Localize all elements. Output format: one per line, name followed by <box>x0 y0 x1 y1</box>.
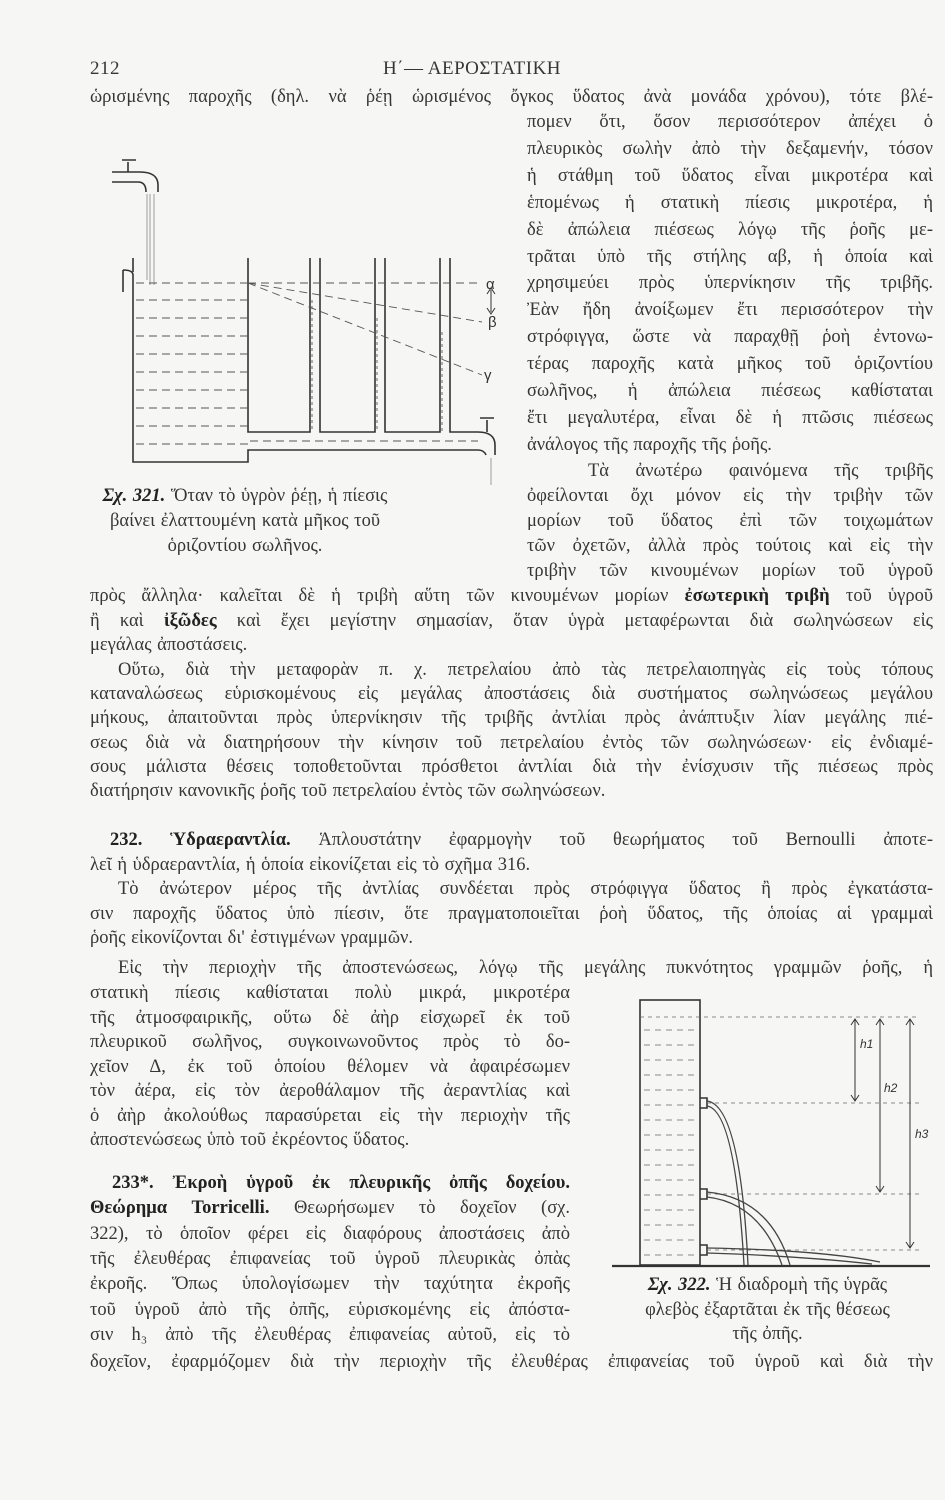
bold-term: Σχ. 321. <box>102 486 166 506</box>
label-beta: β <box>488 314 497 331</box>
text-segment: μεγάλας ἀποστάσεις. <box>90 635 248 655</box>
text-line <box>90 1195 570 1221</box>
text-line <box>90 1103 570 1129</box>
text-line <box>95 508 395 534</box>
text-line <box>600 1272 935 1298</box>
text-segment: τῆς ἀτμοσφαιρικῆς, οὕτω δὲ ἀὴρ εἰσχωρεῖ ἐκ τοῦ <box>90 1007 570 1028</box>
figure-321-diagram <box>100 140 520 490</box>
text-segment: χρησιμεύει πρὸς ὑπερνίκησιν τῆς τριβῆς. <box>527 273 933 294</box>
text-segment: σιν παροχῆς ὕδατος ὑπὸ πίεσιν, ὅτε πραγματοποιεῖται ῥοὴ ὕδατος, τῆς ὁποίας αἱ γραμμαὶ <box>90 903 933 924</box>
text-segment: ἔτι μεγαλυτέρα, εἶναι δὲ ἡ πτῶσις πιέσεως <box>527 407 933 428</box>
text-segment: τῶν ὀχετῶν, ἀλλὰ πρὸς τούτοις καὶ εἰς τὴν <box>527 536 933 556</box>
text-segment: Ὅταν τὸ ὑγρὸν ῥέῃ, ἡ πίεσις <box>165 486 388 506</box>
text-line <box>90 1221 570 1247</box>
text-line <box>527 483 933 509</box>
text-segment: δοχεῖον, ἐφαρμόζομεν διὰ τὴν περιοχὴν τῆς ἐλευθέρας ἐπιφανείας τοῦ ὑγροῦ καὶ διὰ τὴν <box>90 1352 933 1372</box>
text-line <box>90 730 933 756</box>
text-line <box>90 827 933 853</box>
text-segment: τῆς ὀπῆς. <box>732 1324 803 1344</box>
label-alpha: α <box>486 276 495 293</box>
text-segment: ὁ ἀὴρ ἀκολούθως παρασύρεται εἰς τὴν περιοχὴν τῆς <box>90 1105 570 1126</box>
text-line <box>527 297 933 323</box>
text-line <box>90 705 933 731</box>
text-line <box>95 533 395 559</box>
text-line <box>90 1127 570 1153</box>
text-line <box>90 778 933 804</box>
text-segment: στρόφιγγα, ὥστε νὰ παραχθῇ ῥοὴ ἐντονω- <box>527 327 933 348</box>
text-line <box>90 1322 570 1348</box>
text-line <box>527 244 933 270</box>
text-line <box>527 136 933 162</box>
bold-term: Θεώρημα Torricelli. <box>90 1198 270 1219</box>
text-line <box>600 1297 935 1323</box>
label-h2: h2 <box>884 1081 898 1095</box>
text-segment: πομεν ὅτι, ὅσον περισσότερον ἀπέχει ὁ <box>527 112 933 132</box>
text-line <box>90 1078 570 1104</box>
text-segment: βαίνει ἐλαττουμένη κατὰ μῆκος τοῦ <box>109 511 381 531</box>
text-segment: τὸν ἀέρα, εἰς τὸν ἀεροθάλαμον τῆς ἀεραντλίας καὶ <box>90 1081 570 1101</box>
bold-term: ἐσωτερικὴ τριβὴ <box>684 586 830 606</box>
text-segment: τέρας παροχῆς κατὰ μῆκος τοῦ ὁριζοντίου <box>527 354 933 375</box>
text-line <box>90 608 933 634</box>
text-line <box>90 1271 570 1297</box>
text-segment: τῆς ἐλευθέρας ἐπιφανείας τοῦ ὑγροῦ πλευρικὰς ὀπὰς <box>90 1248 570 1269</box>
text-line <box>90 852 933 878</box>
label-h1: h1 <box>860 1037 874 1051</box>
text-line <box>90 980 570 1006</box>
text-segment: ὀφείλονται ὄχι μόνον εἰς τὴν τριβὴν τῶν <box>527 486 933 506</box>
text-segment: Ἁπλουστάτην ἐφαρμογὴν τοῦ θεωρήματος τοῦ Bernoulli ἀποτε- <box>290 830 933 850</box>
text-segment: ἑπομένως ἡ στατικὴ πίεσις μικροτέρα, ἡ <box>527 192 933 213</box>
running-title: Η΄— ΑΕΡΟΣΤΑΤΙΚΗ <box>383 58 562 79</box>
page-number: 212 <box>90 58 120 79</box>
text-line <box>527 351 933 377</box>
text-segment: σωλῆνος, ἡ ἀπώλεια πιέσεως καθίσταται <box>527 381 933 401</box>
text-line <box>90 876 933 902</box>
text-segment: ἀποστενώσεως ὑπὸ τοῦ ἐκρέοντος ὕδατος. <box>90 1130 410 1150</box>
text-line <box>527 378 933 404</box>
text-line <box>527 324 933 350</box>
text-segment: λεῖ ἡ ὑδραεραντλία, ἡ ὁποία εἰκονίζεται εἰς τὸ σχῆμα 316. <box>90 854 531 875</box>
text-line <box>90 1054 570 1080</box>
text-line <box>527 533 933 559</box>
text-segment: ἐκροῆς. Ὅπως ὑπολογίσωμεν τὴν ταχύτητα ἐκροῆς <box>90 1274 570 1295</box>
text-segment: Θεωρήσωμεν τὸ δοχεῖον (σχ. <box>269 1198 570 1219</box>
text-segment: Ἡ διαδρομὴ τῆς ὑγρᾶς <box>710 1275 888 1295</box>
figure-322-diagram <box>600 990 940 1280</box>
text-segment: πλευρικὸς σωλὴν ἀπὸ τὴν δεξαμενήν, τόσον <box>527 138 933 159</box>
text-segment: τριβὴν τῶν κινουμένων μορίων τοῦ ὑγροῦ <box>527 561 933 581</box>
bold-term: 233*. Ἐκροὴ ὑγροῦ ἐκ πλευρικῆς ὀπῆς δοχείου. <box>112 1173 570 1193</box>
text-segment: στατικὴ πίεσις καθίσταται πολὺ μικρά, μικροτέρα <box>90 983 570 1003</box>
text-line <box>90 1246 570 1272</box>
text-line <box>90 681 933 707</box>
text-line <box>95 483 395 509</box>
text-segment: πρὸς ἄλληλα· καλεῖται δὲ ἡ τριβὴ αὕτη τῶν κινουμένων μορίων <box>90 586 685 606</box>
text-line <box>527 432 933 458</box>
text-segment: καταναλώσεως εὑρισκομένους εἰς μεγάλας ἀποστάσεις διὰ συστήματος σωληνώσεως μεγάλου <box>90 684 933 705</box>
text-segment: τρᾶται ὑπὸ τῆς στήλης αβ, ἡ ὁποία καὶ <box>527 246 933 267</box>
text-segment: ῥοῆς εἰκονίζονται δι' ἐστιγμένων γραμμῶν. <box>90 928 413 948</box>
text-segment: καὶ ἔχει μεγίστην σημασίαν, ὅταν ὑγρὰ μεταφέρωνται διὰ σωληνώσεων εἰς <box>216 610 933 631</box>
bold-term: ἰξῶδες <box>163 610 217 631</box>
text-segment: σεως διὰ νὰ διατηρήσουν τὴν κίνησιν τοῦ πετρελαίου ἐντὸς τῶν σωληνώσεων· εἰς ἐνδιαμέ- <box>90 732 933 753</box>
text-line <box>527 558 933 584</box>
text-line <box>527 190 933 216</box>
text-line <box>90 901 933 927</box>
text-segment: ἢ καὶ <box>90 610 164 631</box>
text-line <box>527 458 933 484</box>
text-line <box>90 1029 570 1055</box>
text-line <box>90 1349 933 1375</box>
text-segment: ὡρισμένης παροχῆς (δηλ. νὰ ῥέῃ ὡρισμένος ὄγκος ὕδατος ἀνὰ μονάδα χρόνου), τότε βλέ- <box>90 87 933 107</box>
text-line <box>600 1321 935 1347</box>
label-gamma: γ <box>484 367 492 384</box>
text-segment: δὲ ἀπώλεια πιέσεως λόγῳ τῆς ῥοῆς με- <box>527 219 933 240</box>
text-line <box>90 955 933 981</box>
bold-term: 232. Ὑδραεραντλία. <box>110 830 291 850</box>
text-segment: πλευρικοῦ σωλῆνος, συγκοινωνοῦντος πρὸς τὸ δο- <box>90 1032 570 1052</box>
text-segment: Τὰ ἀνωτέρω φαινόμενα τῆς τριβῆς <box>588 461 933 481</box>
text-segment: φλεβὸς ἐξαρτᾶται ἐκ τῆς θέσεως <box>645 1299 890 1320</box>
text-line <box>527 508 933 534</box>
text-segment: Ἐὰν ἤδη ἀνοίξωμεν ἔτι περισσότερον τὴν <box>527 300 933 321</box>
text-segment: Τὸ ἀνώτερον μέρος τῆς ἀντλίας συνδέεται πρὸς στρόφιγγα ὕδατος ἢ πρὸς ἐγκατάστα- <box>118 879 933 899</box>
text-segment: μορίων τοῦ ὕδατος ἐπὶ τῶν τοιχωμάτων <box>527 511 933 531</box>
text-line <box>90 754 933 780</box>
text-segment: τοῦ ὑγροῦ ἀπὸ τῆς ὀπῆς, εὑρισκομένης εἰς ἀπόστα- <box>90 1299 570 1320</box>
text-line <box>527 109 933 135</box>
text-line <box>90 657 933 683</box>
text-segment: διατήρησιν κανονικῆς ῥοῆς τοῦ πετρελαίου ἐντὸς τῶν σωληνώσεων. <box>90 781 606 801</box>
text-line <box>90 925 933 951</box>
text-segment: 322), τὸ ὁποῖον φέρει εἰς διαφόρους ἀποστάσεις ἀπὸ <box>90 1223 570 1244</box>
text-line <box>527 270 933 296</box>
text-segment: ἀνάλογος τῆς παροχῆς τῆς ῥοῆς. <box>527 434 772 455</box>
text-segment: ἡ στάθμη τοῦ ὕδατος εἶναι μικροτέρα καὶ <box>527 165 933 186</box>
text-line <box>527 163 933 189</box>
text-segment: χεῖον Δ, ἐκ τοῦ ὁποίου θέλομεν νὰ ἀφαιρέσωμεν <box>90 1056 570 1077</box>
text-segment: Οὕτω, διὰ τὴν μεταφορὰν π. χ. πετρελαίου ἀπὸ τὰς πετρελαιοπηγὰς εἰς τοὺς τόπους <box>118 660 933 680</box>
text-segment: ὁριζοντίου σωλῆνος. <box>167 536 323 556</box>
text-line <box>527 217 933 243</box>
bold-term: Σχ. 322. <box>647 1275 711 1295</box>
text-line <box>90 583 933 609</box>
text-segment: τοῦ ὑγροῦ <box>829 586 933 606</box>
text-line <box>90 1297 570 1323</box>
text-segment: Εἰς τὴν περιοχὴν τῆς ἀποστενώσεως, λόγῳ τῆς μεγάλης πυκνότητος γραμμῶν ῥοῆς, ἡ <box>118 958 933 978</box>
text-line <box>527 405 933 431</box>
text-segment: σους μάλιστα θέσεις τοποθετοῦνται πρόσθετοι ἀντλίαι διὰ τὴν ἐνίσχυσιν τῆς πιέσεως πρὸς <box>90 756 933 777</box>
text-segment: μήκους, ἀπαιτοῦνται πρὸς ὑπερνίκησιν τῆς τριβῆς ἀντλίαι πρὸς ἀνάπτυξιν λίαν μεγάλης πιέ- <box>90 708 933 729</box>
text-line <box>90 1005 570 1031</box>
text-line <box>90 1170 570 1196</box>
text-line <box>90 84 933 110</box>
text-line <box>90 632 933 658</box>
label-h3: h3 <box>915 1127 929 1141</box>
text-segment: σιν h₃ ἀπὸ τῆς ἐλευθέρας ἐπιφανείας αὐτοῦ, εἰς τὸ <box>90 1324 570 1345</box>
